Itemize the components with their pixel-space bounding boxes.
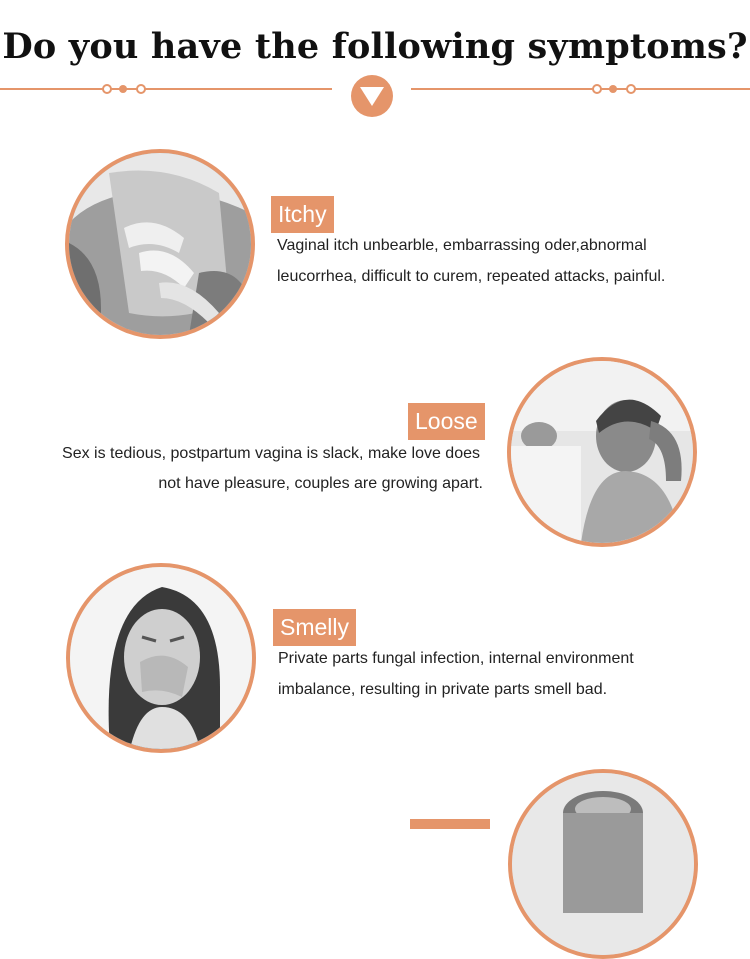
symptom-desc-smelly-line1: Private parts fungal infection, internal environment bbox=[278, 650, 634, 667]
symptom-desc-itchy-line2: leucorrhea, difficult to curem, repeated attacks, painful. bbox=[277, 268, 666, 285]
symptom-label-partial bbox=[410, 819, 490, 829]
hands-on-abdomen-photo bbox=[65, 149, 255, 339]
divider-dots-left bbox=[102, 84, 148, 94]
divider-dots-right bbox=[592, 84, 638, 94]
symptom-desc-smelly-line2: imbalance, resulting in private parts smell bad. bbox=[278, 681, 608, 698]
divider-right bbox=[411, 88, 750, 90]
symptom-label-itchy: Itchy bbox=[271, 196, 334, 233]
symptom-desc-loose-line1: Sex is tedious, postpartum vagina is slack, make love does bbox=[62, 445, 480, 462]
divider-left bbox=[0, 88, 332, 90]
symptom-desc-itchy-line1: Vaginal itch unbearble, embarrassing oder,abnormal bbox=[277, 237, 647, 254]
page-title: Do you have the following symptoms? bbox=[2, 26, 748, 67]
symptom-label-loose: Loose bbox=[408, 403, 485, 440]
symptom-label-smelly: Smelly bbox=[273, 609, 356, 646]
glass-jar-photo bbox=[508, 769, 698, 959]
down-arrow-icon bbox=[351, 75, 393, 117]
symptom-desc-loose-line2: not have pleasure, couples are growing apart. bbox=[158, 475, 483, 492]
woman-covering-nose-photo bbox=[66, 563, 256, 753]
worried-man-in-bed-photo bbox=[507, 357, 697, 547]
